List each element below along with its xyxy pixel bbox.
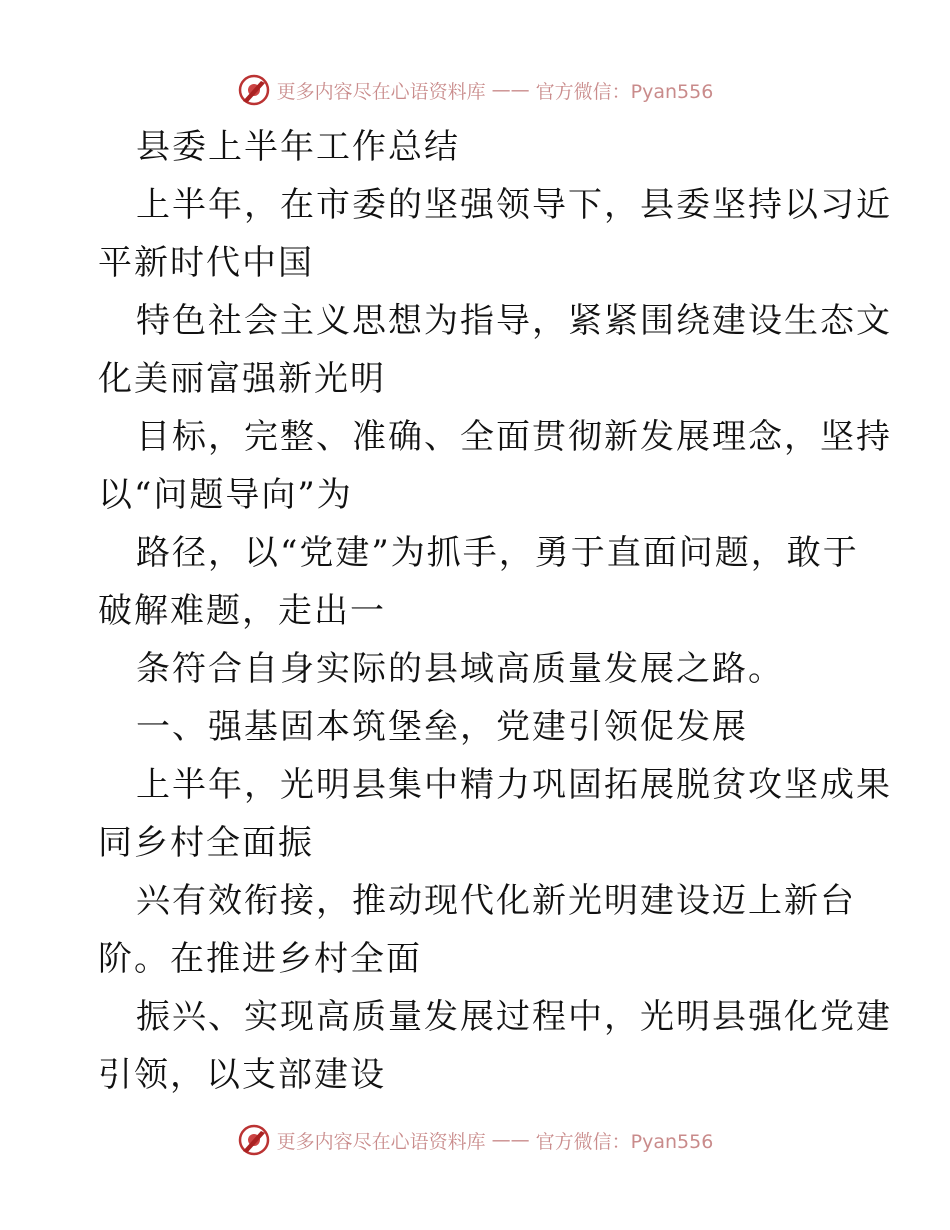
paragraph-line: 条符合自身实际的县域高质量发展之路。 <box>136 649 784 689</box>
watermark-contact: 官方微信：Pyan556 <box>535 80 714 103</box>
paragraph-line: 目标，完整、准确、全面贯彻新发展理念，坚持 <box>136 417 892 457</box>
watermark-separator: —— <box>491 1129 530 1151</box>
header-watermark <box>0 70 950 110</box>
watermark-separator: —— <box>491 79 530 101</box>
paragraph-line: 特色社会主义思想为指导，紧紧围绕建设生态文 <box>136 301 892 341</box>
watermark-contact: 官方微信：Pyan556 <box>535 1130 714 1153</box>
watermark-text: 更多内容尽在心语资料库 <box>276 80 486 103</box>
section-heading: 一、强基固本筑堡垒，党建引领促发展 <box>136 707 748 747</box>
paragraph-line: 上半年，光明县集中精力巩固拓展脱贫攻坚成果 <box>136 765 892 805</box>
pen-circle-logo-icon <box>237 73 271 107</box>
paragraph-line: 上半年，在市委的坚强领导下，县委坚持以习近 <box>136 185 892 225</box>
paragraph-line: 兴有效衔接，推动现代化新光明建设迈上新台 <box>136 881 856 921</box>
footer-watermark <box>0 1120 950 1160</box>
paragraph-line: 同乡村全面振 <box>98 823 314 863</box>
paragraph-line: 阶。在推进乡村全面 <box>98 939 422 979</box>
paragraph-line: 引领，以支部建设 <box>98 1055 386 1095</box>
paragraph-line: 破解难题，走出一 <box>98 591 386 631</box>
watermark-text: 更多内容尽在心语资料库 <box>276 1130 486 1153</box>
pen-circle-logo-icon <box>237 1123 271 1157</box>
paragraph-line: 路径，以“党建”为抓手，勇于直面问题，敢于 <box>136 533 859 573</box>
document-title: 县委上半年工作总结 <box>136 127 460 167</box>
paragraph-line: 振兴、实现高质量发展过程中，光明县强化党建 <box>136 997 892 1037</box>
document-body <box>98 118 892 1104</box>
paragraph-line: 平新时代中国 <box>98 243 314 283</box>
paragraph-line: 化美丽富强新光明 <box>98 359 386 399</box>
paragraph-line: 以“问题导向”为 <box>98 475 353 515</box>
